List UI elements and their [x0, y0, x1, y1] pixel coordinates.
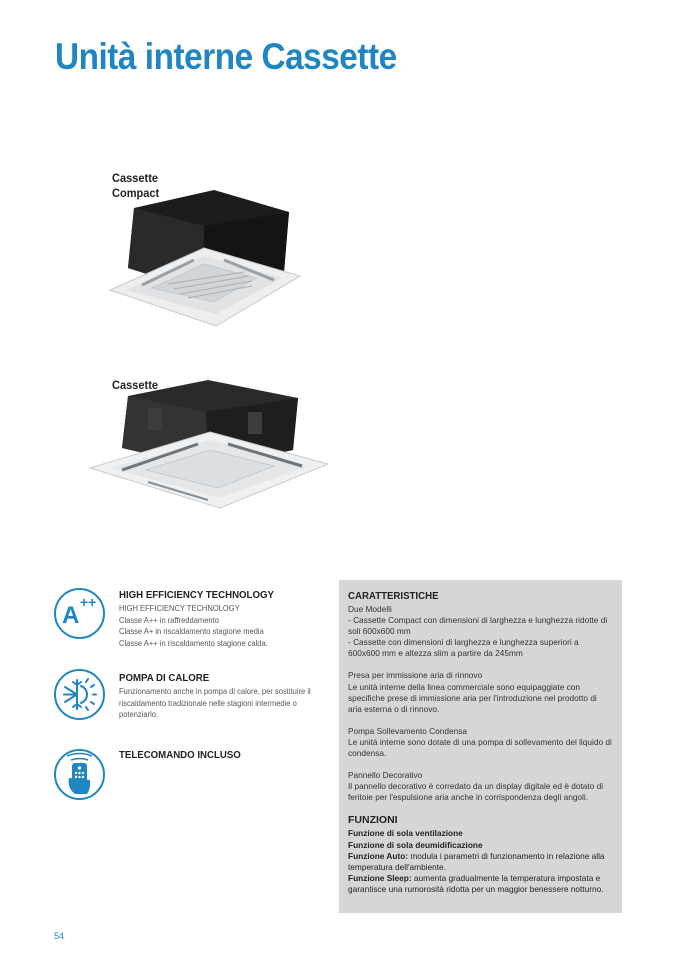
pompa-title: Pompa Sollevamento Condensa [348, 725, 467, 736]
presa-title: Presa per immissione aria di rinnovo [348, 670, 483, 681]
pannello-text: Il pannello decorativo è corredato da un display digitale ed è dotato di feritoie per l'espulsione aria anche in corrispondenza degli angoli. [348, 781, 604, 803]
feature-title-heat-pump: POMPA DI CALORE [119, 672, 210, 684]
modelli-title: Due Modelli [348, 604, 392, 614]
funzione-sleep-text: aumenta gradualmente la temperatura impostata e garantisce una rumorosità ridotta per un maggior benessere notturno. [348, 872, 604, 894]
pompa-section [348, 726, 612, 759]
feature-lines-efficiency [119, 603, 349, 649]
a-plus-plus-energy-class-icon [53, 587, 106, 640]
modelli-item: - Cassette Compact con dimensioni di larghezza e lunghezza ridotte di soli 600x600 mm [348, 615, 608, 637]
feature-line: Classe A+ in riscaldamento stagione media [119, 626, 264, 637]
funzione-deumidificazione: Funzione di sola deumidificazione [348, 839, 483, 850]
modelli-item: - Cassette con dimensioni di larghezza e lunghezza superiori a 600x600 mm e altezza slim a partire da 245mm [348, 637, 579, 659]
modelli-section [348, 604, 612, 659]
presa-text: Le unità interne della linea commerciale sono equipaggiate con specifiche prese di immissione aria per l'introduzione nel prodotto di aria esterna o di rinnovo. [348, 681, 597, 714]
feature-line: HIGH EFFICIENCY TECHNOLOGY [119, 603, 240, 613]
pannello-title: Pannello Decorativo [348, 770, 423, 781]
funzione-sleep-label: Funzione Sleep: [348, 872, 412, 883]
cassette-compact-image [104, 190, 304, 328]
funzioni-list [348, 828, 612, 895]
caratteristiche-box [339, 580, 622, 913]
funzione-sleep [348, 873, 612, 895]
funzioni-heading: FUNZIONI [348, 814, 398, 827]
pannello-section [348, 770, 612, 803]
page-number: 54 [54, 931, 65, 941]
presa-section [348, 670, 612, 714]
pompa-text: Le unità interne sono dotate di una pompa di sollevamento del liquido di condensa. [348, 736, 612, 759]
svg-text:A: A [62, 602, 80, 629]
svg-text:++: ++ [80, 594, 97, 610]
funzione-auto-text: modula i parametri di funzionamento in relazione alla temperatura dell'ambiente. [348, 850, 605, 872]
page-title: Unità interne Cassette [55, 36, 397, 77]
product-label-line: Cassette [112, 171, 159, 185]
feature-title-efficiency: HIGH EFFICIENCY TECHNOLOGY [119, 589, 274, 601]
caratteristiche-heading: CARATTERISTICHE [348, 590, 439, 602]
cassette-image [88, 378, 332, 510]
funzione-auto [348, 851, 612, 873]
product-label-line: Cassette [112, 378, 159, 392]
feature-desc-heat-pump: Funzionamento anche in pompa di calore, per sostituire il riscaldamento tradizionale nelle stagioni intermedie o potenziarlo. [119, 686, 311, 720]
remote-control-hand-icon [53, 748, 106, 801]
feature-line: Classe A++ in raffreddamento [119, 614, 219, 625]
heat-pump-sun-snowflake-icon [53, 668, 106, 721]
funzione-auto-label: Funzione Auto: [348, 850, 409, 861]
feature-line: Classe A++ in riscaldamento stagione calda. [119, 637, 268, 648]
feature-title-remote: TELECOMANDO INCLUSO [119, 749, 241, 761]
funzione-ventilazione: Funzione di sola ventilazione [348, 828, 463, 839]
product-label-line: Compact [112, 186, 160, 200]
